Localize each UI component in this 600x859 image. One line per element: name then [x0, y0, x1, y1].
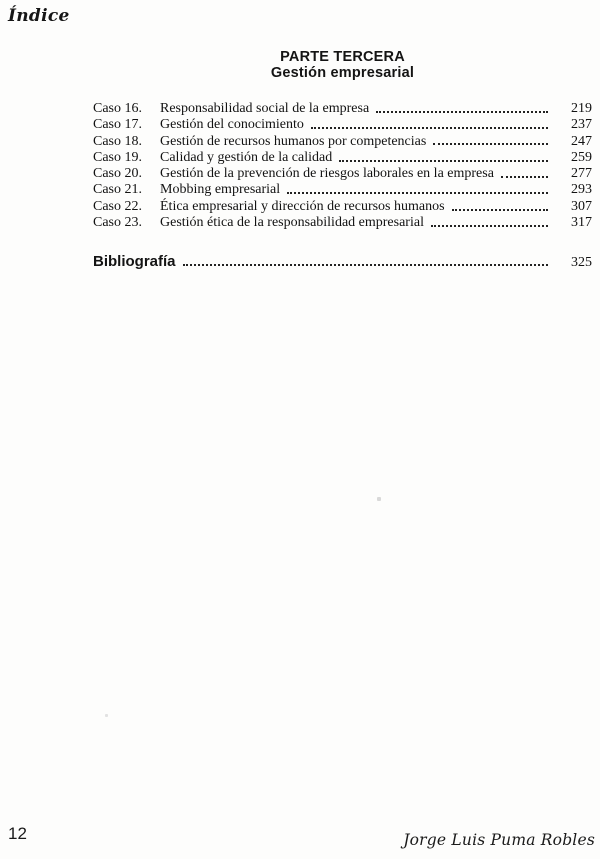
toc-entry-label: Caso 23. [93, 215, 142, 231]
dot-leader [376, 111, 548, 113]
dot-leader [339, 160, 548, 162]
part-title: PARTE TERCERA [280, 49, 405, 65]
toc-entry-title: Responsabilidad social de la empresa [160, 101, 370, 116]
toc-entry-title: Gestión del conocimiento [160, 117, 304, 133]
toc-entry-page: 307 [571, 198, 592, 214]
dot-leader [431, 225, 548, 227]
dot-leader [452, 209, 548, 211]
toc-entry-label: Caso 18. [93, 133, 142, 149]
scan-speck [105, 714, 108, 717]
running-head-index: Índice [8, 6, 70, 26]
toc-entry-title: Ética empresarial y dirección de recursos humanos [160, 198, 445, 214]
scan-speck [377, 497, 381, 501]
toc-entry [93, 117, 592, 133]
dot-leader [287, 192, 548, 194]
part-subtitle: Gestión empresarial [270, 65, 415, 81]
toc-entry-label: Caso 16. [93, 101, 142, 116]
toc-entry-label: Caso 17. [93, 117, 142, 133]
toc-entry [93, 199, 592, 215]
toc-entry [93, 182, 592, 198]
toc-list [93, 101, 592, 231]
part-header [93, 50, 592, 81]
toc-entry-label: Caso 22. [93, 198, 142, 214]
toc-entry-title: Calidad y gestión de la calidad [160, 149, 333, 165]
toc-entry-title: Gestión de recursos humanos por competencias [160, 133, 427, 149]
toc-entry-page: 317 [571, 215, 592, 231]
bibliography-page: 325 [571, 255, 592, 270]
page-folio: 12 [8, 824, 27, 843]
toc-entry-label: Caso 21. [93, 182, 142, 198]
dot-leader [311, 127, 548, 129]
bibliography-entry [93, 252, 592, 271]
toc-entry-page: 237 [571, 117, 592, 133]
toc-entry [93, 101, 592, 117]
toc-entry-page: 259 [571, 149, 592, 165]
bibliography-title: Bibliografía [93, 253, 176, 270]
dot-leader [183, 264, 548, 266]
dot-leader [433, 143, 548, 145]
dot-leader [501, 176, 548, 178]
toc-entry-page: 277 [571, 166, 592, 182]
toc-entry [93, 150, 592, 166]
toc-entry-title: Mobbing empresarial [160, 182, 281, 198]
toc-entry-label: Caso 19. [93, 149, 142, 165]
toc-entry-page: 219 [571, 101, 592, 116]
toc-entry [93, 215, 592, 231]
toc-entry-page: 293 [571, 182, 592, 198]
toc-entry-label: Caso 20. [93, 166, 142, 182]
author-running-footer: Jorge Luis Puma Robles [403, 831, 595, 849]
toc-entry [93, 134, 592, 150]
toc-entry-page: 247 [571, 133, 592, 149]
toc-entry [93, 166, 592, 182]
toc-entry-title: Gestión ética de la responsabilidad empresarial [160, 215, 424, 231]
toc-entry-title: Gestión de la prevención de riesgos laborales en la empresa [160, 166, 494, 182]
